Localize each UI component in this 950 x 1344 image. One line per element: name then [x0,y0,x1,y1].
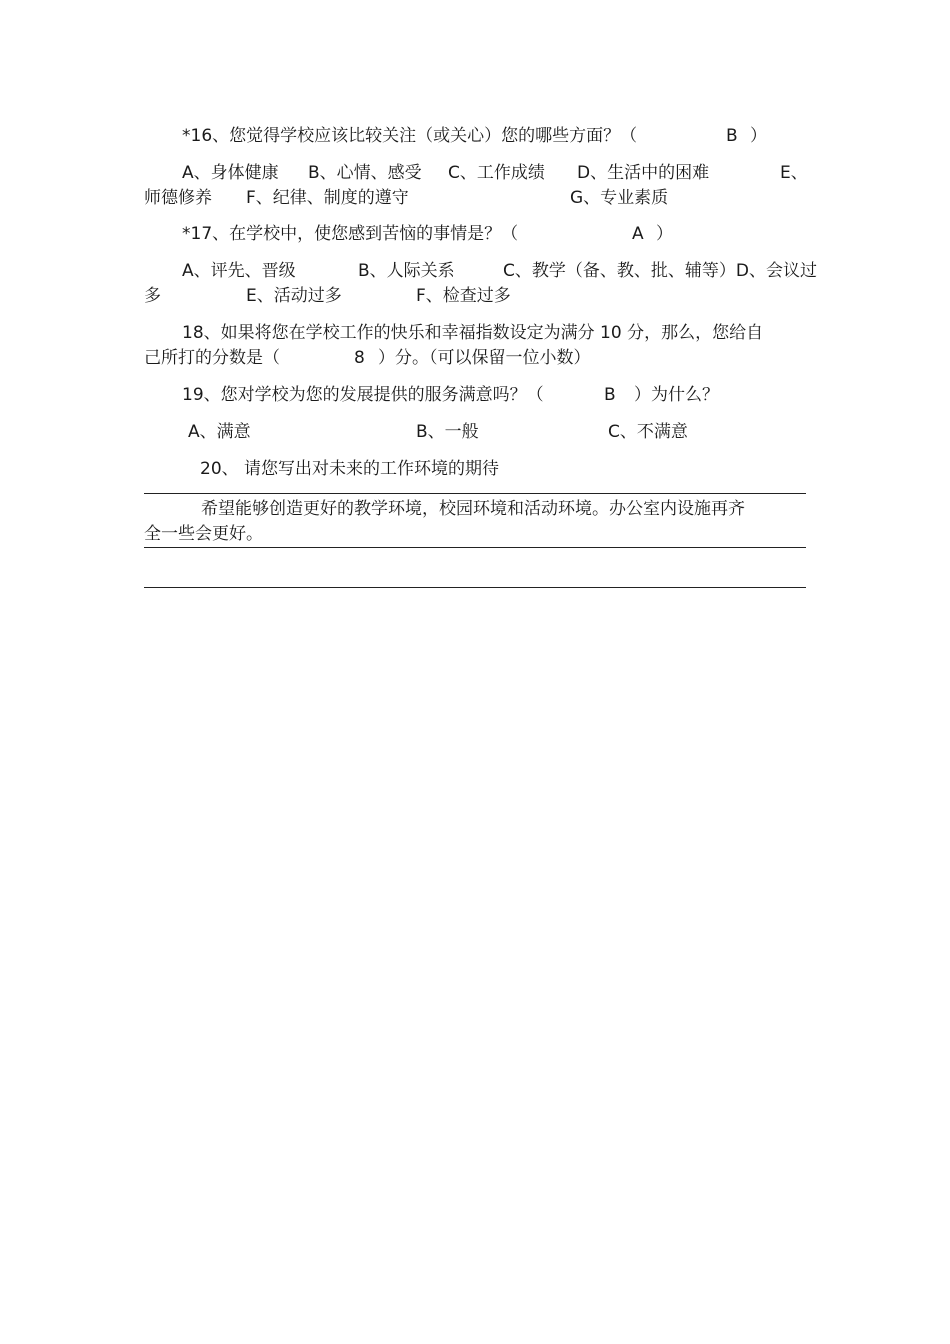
q19-option-c: C、不满意 [608,422,688,442]
q17-option-a: A、评先、晋级 [182,261,296,281]
q20-question: 20、 请您写出对未来的工作环境的期待 [200,459,500,479]
q17-option-d-end: 多 [144,286,161,306]
q16-option-g: G、专业素质 [570,188,669,208]
q18-answer: 8 [354,348,365,368]
q17-option-f: F、检查过多 [416,286,511,306]
q16-option-e-text: 师德修养 [144,188,212,208]
answer-rule-middle [144,547,806,548]
q19-option-a: A、满意 [188,422,251,442]
q19-question: 19、您对学校为您的发展提供的服务满意吗？（ [182,385,544,405]
q19-option-b: B、一般 [416,422,479,442]
q17-option-cd: C、教学（备、教、批、辅等）D、会议过 [503,261,817,281]
q19-why: ）为什么？ [634,385,719,405]
q17-question: *17、在学校中，使您感到苦恼的事情是？（ [182,224,519,244]
q19-answer: B [604,385,616,405]
q16-option-e-prefix: E、 [780,163,808,183]
q18-question-line1: 18、如果将您在学校工作的快乐和幸福指数设定为满分 10 分，那么，您给自 [182,323,764,343]
q20-answer-line1: 希望能够创造更好的教学环境，校园环境和活动环境。办公室内设施再齐 [201,499,745,519]
q16-option-f: F、纪律、制度的遵守 [246,188,409,208]
q17-close: ） [656,224,673,244]
q18-question-tail: ）分。（可以保留一位小数） [378,348,591,368]
q16-question: *16、您觉得学校应该比较关注（或关心）您的哪些方面？（ [182,126,638,146]
q16-answer: B [726,126,738,146]
q16-close: ） [750,126,767,146]
q16-option-a: A、身体健康 [182,163,279,183]
q17-answer: A [632,224,644,244]
q20-answer-line2: 全一些会更好。 [144,524,263,544]
q17-option-e: E、活动过多 [246,286,342,306]
q16-option-d: D、生活中的困难 [577,163,710,183]
q16-option-c: C、工作成绩 [448,163,545,183]
answer-rule-top [144,493,806,494]
q17-option-b: B、人际关系 [358,261,455,281]
q16-option-b: B、心情、感受 [308,163,422,183]
answer-rule-bottom [144,587,806,588]
q18-question-line2: 己所打的分数是（ [144,348,280,368]
